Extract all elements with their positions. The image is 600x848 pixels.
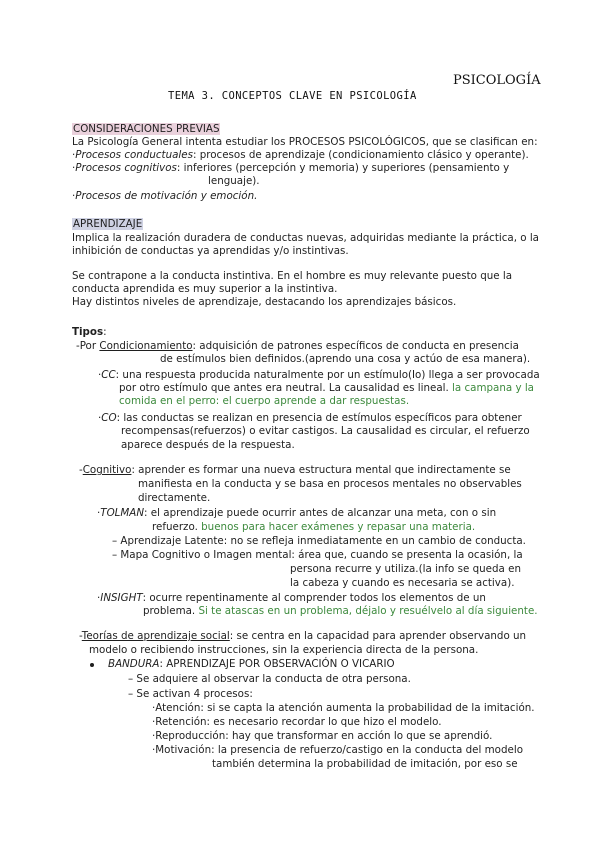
tipo-social: -Teorías de aprendizaje social: se centra en la capacidad para aprender observando un [79,630,527,642]
tipos-label: Tipos: [72,326,107,338]
insight-line2: problema. Si te atascas en un problema, déjalo y resuélvelo al día siguiente. [143,605,538,617]
co-line3: aparece después de la respuesta. [121,439,295,451]
bullet-icon [90,663,94,667]
section-heading-aprendizaje: APRENDIZAJE [73,218,143,230]
proceso-atencion: ·Atención: si se capta la atención aumenta la probabilidad de la imitación. [152,702,535,714]
bandura-detail1: – Se adquiere al observar la conducta de otra persona. [128,673,411,685]
cc-line2: por otro estímulo que antes era neutral. La causalidad es lineal. la campana y la [119,382,534,394]
tipo-cognitivo: -Cognitivo: aprender es formar una nueva estructura mental que indirectamente se [79,464,511,476]
bandura-heading: BANDURA: APRENDIZAJE POR OBSERVACIÓN O VICARIO [108,658,395,670]
tipo-condicionamiento: -Por Condicionamiento: adquisición de patrones específicos de conducta en presencia [76,340,519,352]
tolman-line2: refuerzo. buenos para hacer exámenes y repasar una materia. [152,521,476,533]
insight-line1: ·INSIGHT: ocurre repentinamente al comprender todos los elementos de un [97,592,486,604]
co-line2: recompensas(refuerzos) o evitar castigos. La causalidad es circular, el refuerzo [121,425,530,437]
bandura-detail2: – Se activan 4 procesos: [128,688,253,700]
tipo-cognitivo-cont1: manifiesta en la conducta y se basa en procesos mentales no observables [138,478,522,490]
mapa-cognitivo-line3: la cabeza y cuando es necesaria se activa). [290,577,515,589]
proceso-retencion: ·Retención: es necesario recordar lo que hizo el modelo. [152,716,442,728]
mapa-cognitivo-line1: – Mapa Cognitivo o Imagen mental: área que, cuando se presenta la ocasión, la [112,549,523,561]
tipo-social-cont: modelo o recibiendo instrucciones, sin la experiencia directa de la persona. [89,644,479,656]
aprendizaje-p1-line1: Implica la realización duradera de conductas nuevas, adquiridas mediante la práctica, o la [72,232,539,244]
tipo-condicionamiento-cont: de estímulos bien definidos.(aprendo una cosa y actúo de esa manera). [160,353,531,365]
proceso-motivacion-cont: también determina la probabilidad de imitación, por eso se [212,758,518,770]
aprendizaje-p3: Hay distintos niveles de aprendizaje, destacando los aprendizajes básicos. [72,296,457,308]
consideraciones-intro: La Psicología General intenta estudiar los PROCESOS PSICOLÓGICOS, que se clasifican en: [72,136,538,148]
cc-note: comida en el perro: el cuerpo aprende a dar respuestas. [119,395,410,407]
list-item-cognitivos-cont: lenguaje). [208,175,260,187]
proceso-motivacion: ·Motivación: la presencia de refuerzo/castigo en la conducta del modelo [152,744,523,756]
page-title: TEMA 3. CONCEPTOS CLAVE EN PSICOLOGÍA [168,90,417,102]
subject-title: PSICOLOGÍA [453,73,541,88]
list-item-motivacion: ·Procesos de motivación y emoción. [72,190,258,202]
aprendizaje-p1-line2: inhibición de conductas ya aprendidas y/o instintivas. [72,245,349,257]
co-line1: ·CO: las conductas se realizan en presencia de estímulos específicos para obtener [98,412,522,424]
proceso-reproduccion: ·Reproducción: hay que transformar en acción lo que se aprendió. [152,730,493,742]
aprendizaje-latente: – Aprendizaje Latente: no se refleja inmediatamente en un cambio de conducta. [112,535,526,547]
cc-line1: ·CC: una respuesta producida naturalmente por un estímulo(Io) llega a ser provocada [98,369,540,381]
list-item-cognitivos: ·Procesos cognitivos: inferiores (percepción y memoria) y superiores (pensamiento y [72,162,510,174]
section-heading-consideraciones: CONSIDERACIONES PREVIAS [73,123,220,135]
tipo-cognitivo-cont2: directamente. [138,492,211,504]
aprendizaje-p2-line1: Se contrapone a la conducta instintiva. En el hombre es muy relevante puesto que la [72,270,513,282]
tolman-line1: ·TOLMAN: el aprendizaje puede ocurrir antes de alcanzar una meta, con o sin [97,507,497,519]
aprendizaje-p2-line2: conducta aprendida es muy superior a la instintiva. [72,283,338,295]
list-item-conductuales: ·Procesos conductuales: procesos de aprendizaje (condicionamiento clásico y operante). [72,149,529,161]
mapa-cognitivo-line2: persona recurre y utiliza.(la info se queda en [290,563,521,575]
